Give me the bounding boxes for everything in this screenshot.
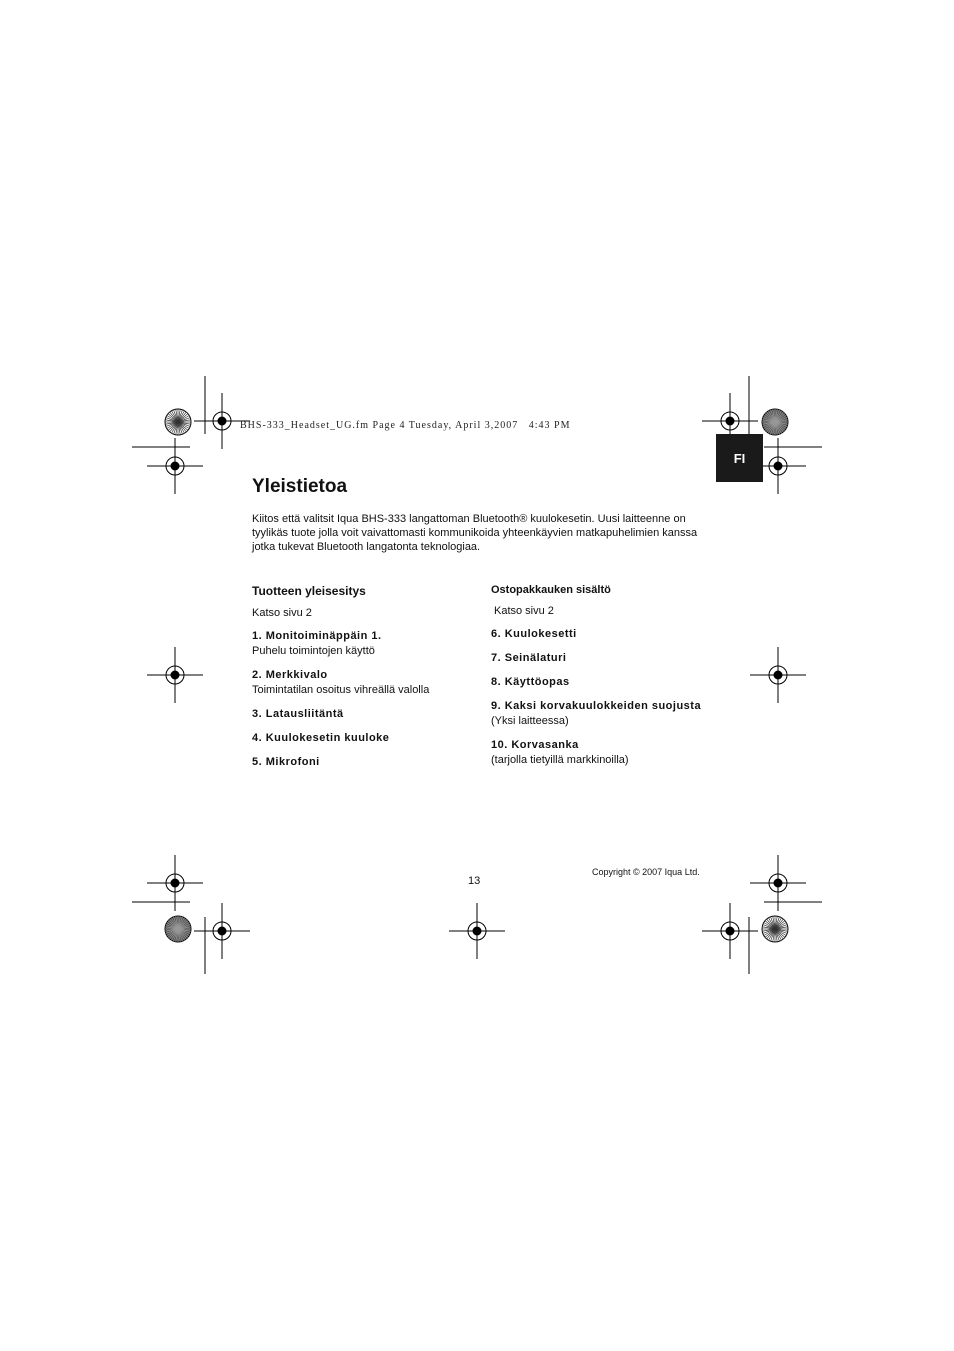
language-code: FI	[733, 450, 746, 466]
item-title: 5. Mikrofoni	[252, 756, 320, 768]
item-description: (Yksi laitteessa)	[491, 715, 569, 727]
list-item	[252, 755, 482, 770]
item-title: 6. Kuulokesetti	[491, 628, 577, 640]
radial-color-wheel-icon	[165, 916, 191, 942]
item-title: 8. Käyttöopas	[491, 676, 570, 688]
see-page-reference: Katso sivu 2	[252, 607, 312, 619]
section-heading: Ostopakkauken sisältö	[491, 584, 611, 596]
file-info-header: BHS-333_Headset_UG.fm Page 4 Tuesday, April 3,2007 4:43 PM	[240, 420, 571, 431]
registration-crosshair-icon	[750, 855, 806, 911]
package-contents-section	[491, 584, 731, 777]
registration-crosshair-icon	[449, 903, 505, 959]
item-description: (tarjolla tietyillä markkinoilla)	[491, 754, 629, 766]
radial-color-wheel-icon	[762, 916, 788, 942]
registration-crosshair-icon	[702, 903, 758, 959]
item-description: Toimintatilan osoitus vihreällä valolla	[252, 684, 430, 696]
product-overview-section	[252, 584, 482, 779]
section-heading: Tuotteen yleisesitys	[252, 584, 366, 598]
see-page-reference: Katso sivu 2	[494, 605, 554, 617]
item-title: 7. Seinälaturi	[491, 652, 567, 664]
list-item	[491, 651, 731, 666]
list-item	[252, 629, 482, 659]
radial-color-wheel-icon	[165, 409, 191, 435]
registration-crosshair-icon	[147, 647, 203, 703]
page-title: Yleistietoa	[252, 476, 348, 497]
list-item	[252, 731, 482, 746]
item-title: 3. Latausliitäntä	[252, 708, 344, 720]
registration-crosshair-icon	[147, 855, 203, 911]
page-number: 13	[468, 875, 481, 887]
language-tab	[716, 434, 763, 482]
copyright-notice: Copyright © 2007 Iqua Ltd.	[592, 867, 700, 877]
registration-crosshair-icon	[147, 438, 203, 494]
list-item	[252, 668, 482, 698]
list-item	[491, 699, 731, 729]
registration-crosshair-icon	[750, 647, 806, 703]
list-item	[491, 675, 731, 690]
item-title: 1. Monitoiminäppäin 1.	[252, 630, 382, 642]
list-item	[491, 627, 731, 642]
item-title: 4. Kuulokesetin kuuloke	[252, 732, 390, 744]
item-title: 2. Merkkivalo	[252, 669, 328, 681]
list-item	[491, 738, 731, 768]
intro-paragraph: Kiitos että valitsit Iqua BHS-333 langattoman Bluetooth® kuulokesetin. Uusi laitteenne on tyylikäs tuote jolla voit vaivattomasti kommunikoida yhteenkäyvien matkapuhelimien kanssa jotka tukevat Bluetooth langatonta teknologiaa.	[252, 513, 698, 553]
item-title: 9. Kaksi korvakuulokkeiden suojusta	[491, 700, 702, 712]
item-title: 10. Korvasanka	[491, 739, 579, 751]
registration-crosshair-icon	[194, 903, 250, 959]
item-description: Puhelu toimintojen käyttö	[252, 645, 375, 657]
radial-color-wheel-icon	[762, 409, 788, 435]
list-item	[252, 707, 482, 722]
